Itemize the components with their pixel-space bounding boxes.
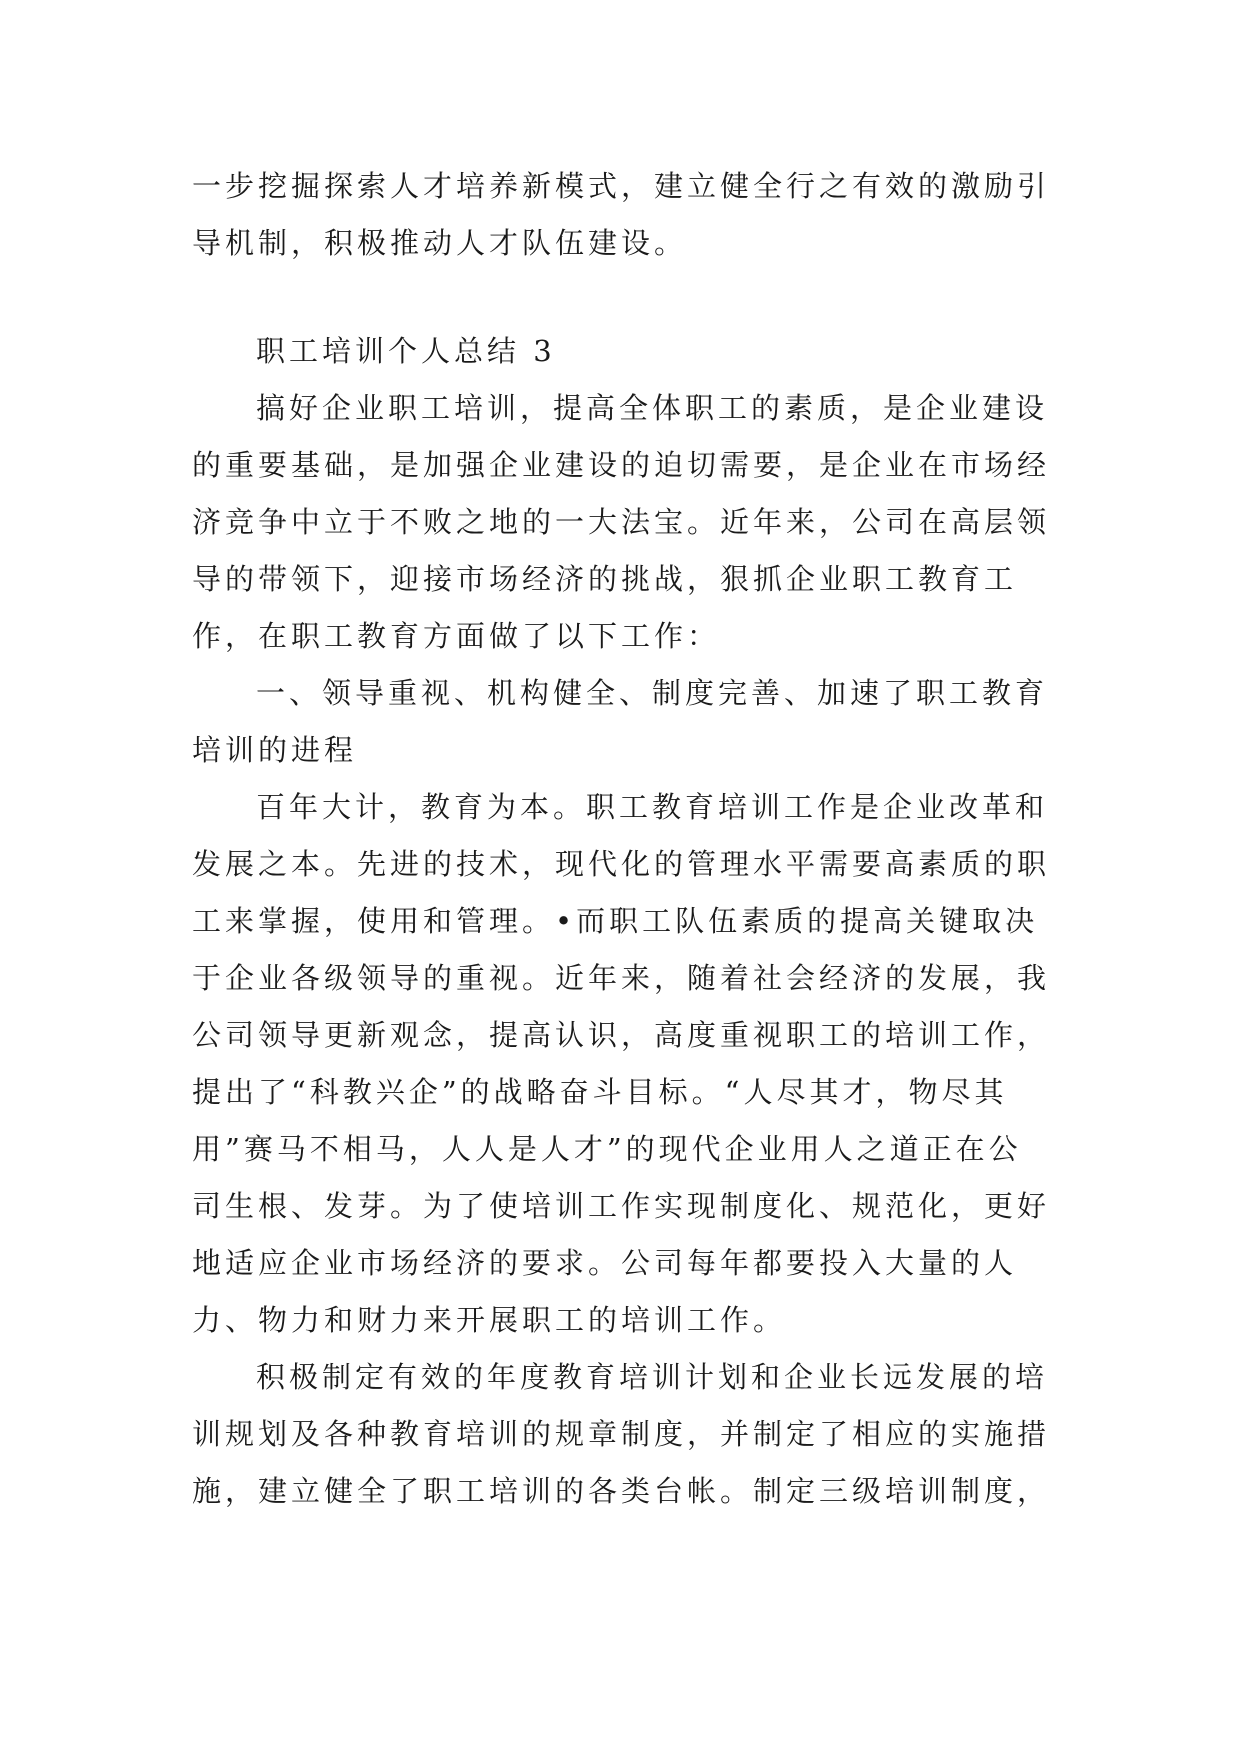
paragraph-intro: 搞好企业职工培训，提高全体职工的素质，是企业建设的重要基础，是加强企业建设的迫切需要，是企业在市场经济竞争中立于不败之地的一大法宝。近年来，公司在高层领导的带领下，迎接市场经济的挑战，狠抓企业职工教育工作，在职工教育方面做了以下工作： [192, 391, 1051, 653]
document-body [192, 158, 1050, 1520]
paragraph-heading-one: 一、领导重视、机构健全、制度完善、加速了职工教育培训的进程 [192, 676, 1049, 767]
paragraph-education: 百年大计，教育为本。职工教育培训工作是企业改革和发展之本。先进的技术，现代化的管理水平需要高素质的职工来掌握，使用和管理。•而职工队伍素质的提高关键取决于企业各级领导的重视。近年来，随着社会经济的发展，我公司领导更新观念，提高认识，高度重视职工的培训工作，提出了“科教兴企”的战略奋斗目标。“人尽其才，物尽其用”赛马不相马，人人是人才”的现代企业用人之道正在公司生根、发芽。为了使培训工作实现制度化、规范化，更好地适应企业市场经济的要求。公司每年都要投入大量的人力、物力和财力来开展职工的培训工作。 [192, 790, 1051, 1337]
paragraph-gap [192, 272, 1050, 323]
section-title: 职工培训个人总结 3 [256, 334, 556, 368]
paragraph-planning: 积极制定有效的年度教育培训计划和企业长远发展的培训规划及各种教育培训的规章制度，并制定了相应的实施措施，建立健全了职工培训的各类台帐。制定三级培训制度， [192, 1360, 1051, 1508]
continuation-paragraph: 一步挖掘探索人才培养新模式，建立健全行之有效的激励引导机制，积极推动人才队伍建设。 [192, 169, 1051, 260]
